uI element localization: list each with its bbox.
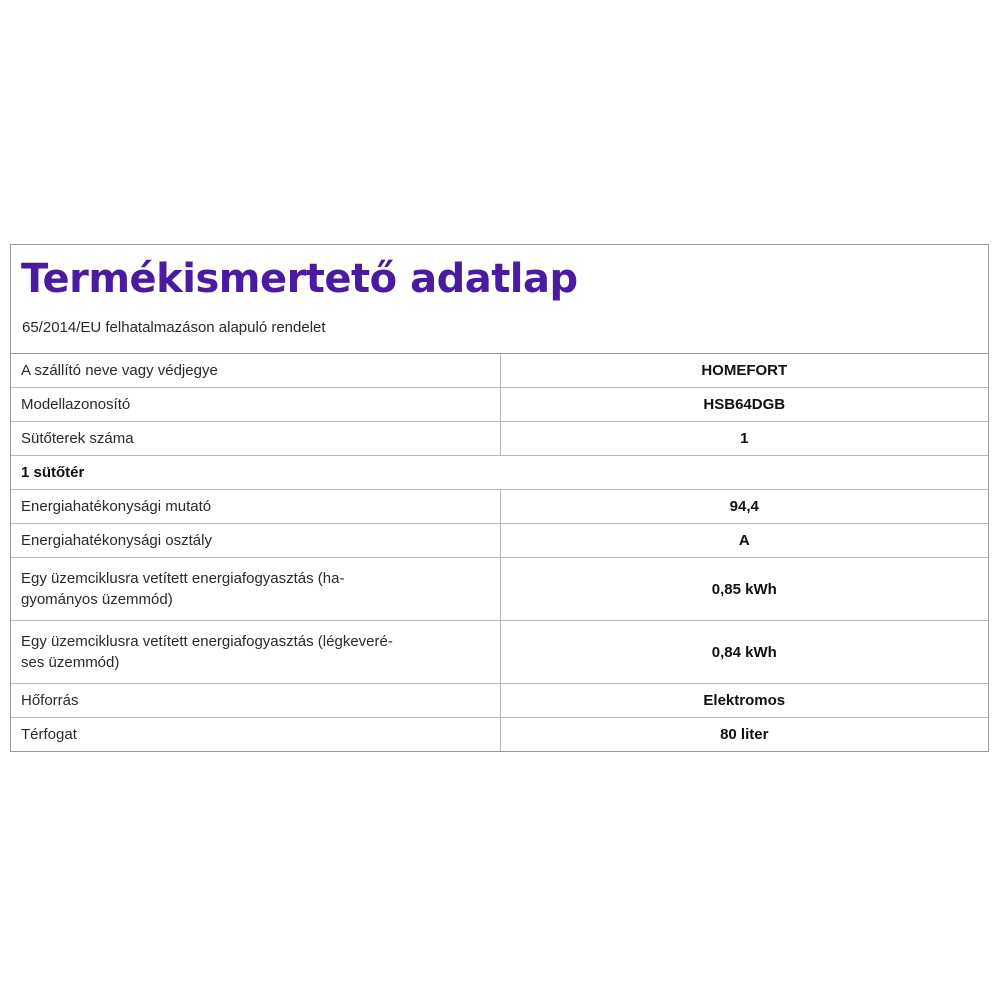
row-value: HOMEFORT bbox=[500, 354, 988, 388]
row-value: 80 liter bbox=[500, 718, 988, 752]
row-label-line: Egy üzemciklusra vetített energiafogyasztás (légkeveré- bbox=[21, 633, 393, 650]
row-label: Energiahatékonysági mutató bbox=[11, 490, 500, 524]
product-data-sheet bbox=[10, 244, 989, 752]
row-label-line: ses üzemmód) bbox=[21, 654, 120, 671]
sheet-title: Termékismertető adatlap bbox=[21, 256, 578, 302]
table-row bbox=[11, 388, 988, 422]
section-row bbox=[11, 456, 988, 490]
row-value: 94,4 bbox=[500, 490, 988, 524]
row-value: A bbox=[500, 524, 988, 558]
table-row bbox=[11, 621, 988, 684]
sheet-subtitle: 65/2014/EU felhatalmazáson alapuló rendelet bbox=[22, 319, 326, 336]
row-label: Energiahatékonysági osztály bbox=[11, 524, 500, 558]
row-value: 1 bbox=[500, 422, 988, 456]
table-row bbox=[11, 354, 988, 388]
row-label bbox=[11, 621, 500, 684]
table-row bbox=[11, 684, 988, 718]
row-label: A szállító neve vagy védjegye bbox=[21, 362, 218, 379]
row-label bbox=[11, 558, 500, 621]
row-label: Modellazonosító bbox=[11, 388, 500, 422]
sheet-header bbox=[11, 245, 988, 354]
table-row bbox=[11, 422, 988, 456]
row-label: Térfogat bbox=[11, 718, 500, 752]
row-label-line: gyományos üzemmód) bbox=[21, 591, 173, 608]
table-row bbox=[11, 718, 988, 752]
section-heading: 1 sütőtér bbox=[11, 456, 988, 490]
row-value: 0,84 kWh bbox=[500, 621, 988, 684]
table-row bbox=[11, 490, 988, 524]
row-label-line: Egy üzemciklusra vetített energiafogyasztás (ha- bbox=[21, 570, 345, 587]
table-row bbox=[11, 524, 988, 558]
spec-table bbox=[11, 354, 988, 751]
table-row bbox=[11, 558, 988, 621]
row-value: HSB64DGB bbox=[500, 388, 988, 422]
row-label: Hőforrás bbox=[11, 684, 500, 718]
row-value: Elektromos bbox=[500, 684, 988, 718]
row-label: Sütőterek száma bbox=[11, 422, 500, 456]
row-value: 0,85 kWh bbox=[500, 558, 988, 621]
